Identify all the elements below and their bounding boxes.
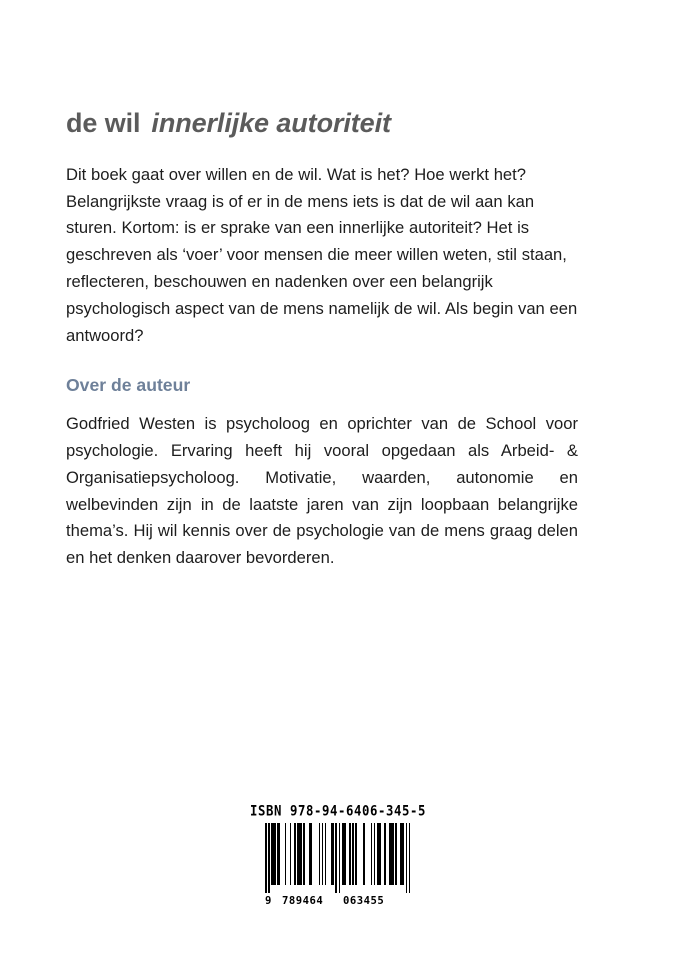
ean13-digits: [265, 894, 411, 908]
ean-lead-digit: 9: [265, 895, 272, 908]
book-blurb-paragraph: Dit boek gaat over willen en de wil. Wat is het? Hoe werkt het? Belangrijkste vraag is of er in de mens iets is dat de wil aan kan sturen. Kortom: is er sprake van een innerlijke autoriteit? Het is geschreven als ‘voer’ voor mensen die meer willen weten, stil staan, reflecteren, beschouwen en nadenken over een belangrijk psychologisch aspect van de mens namelijk de wil. Als begin van een antwoord?: [66, 164, 578, 345]
page-title: [66, 108, 578, 140]
author-bio-part-2: in de laatste jaren van zijn loopbaan belangrijke thema’s. Hij wil kennis over de psychologie van de mens graag delen en het denken daarover bevorderen.: [66, 494, 578, 568]
author-bio-part-1: Godfried Westen is psycholoog en oprichter van de School voor psychologie. Ervaring heeft hij vooral opgedaan als Arbeid- & Organisatiepsycholoog. Motivatie, waarden, autonomie en welbevinden zijn: [66, 414, 578, 514]
author-section-heading: Over de auteur: [66, 375, 191, 396]
title-subtitle: innerlijke autoriteit: [151, 108, 391, 138]
isbn-label: ISBN 978-94-6406-345-5: [249, 802, 427, 820]
cover-text-column: [66, 108, 578, 572]
barcode-block: [0, 802, 676, 908]
ean-left-group: 789464: [282, 895, 324, 908]
title-main: de wil: [66, 108, 141, 138]
author-bio-paragraph: [66, 411, 578, 572]
barcode-bars: [265, 823, 411, 893]
ean13-barcode-graphic: [265, 823, 411, 893]
ean-right-group: 063455: [343, 895, 385, 908]
